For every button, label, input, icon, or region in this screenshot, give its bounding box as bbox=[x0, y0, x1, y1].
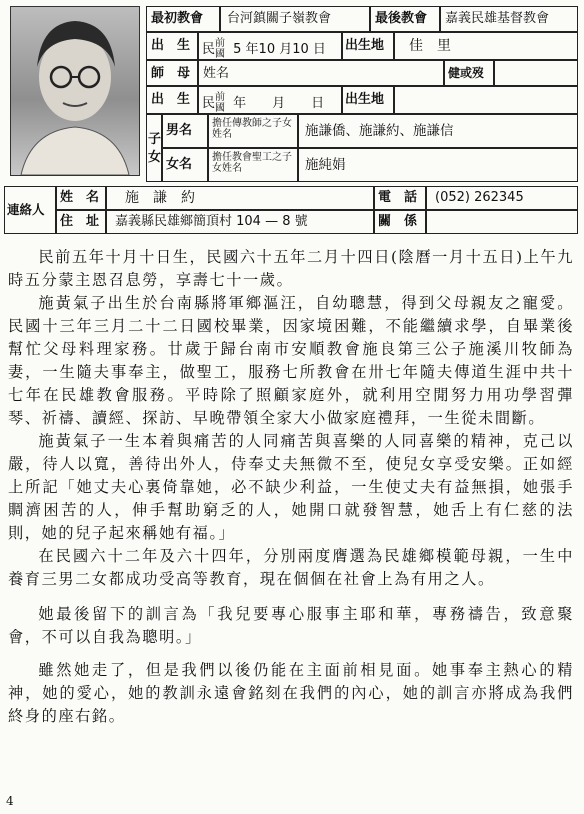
birth-prefix: 民 bbox=[202, 42, 216, 57]
birth-label: 出 生 bbox=[146, 32, 198, 60]
mother-birth-field bbox=[198, 86, 342, 114]
portrait-image-icon bbox=[11, 7, 139, 175]
paragraph: 雖然她走了，但是我們以後仍能在主面前相見面。她事奉主熱心的精神，她的愛心，她的教訓永遠會銘刻在我們的內心，她的訓言亦將成為我們終身的座右銘。 bbox=[8, 661, 574, 725]
relation-value bbox=[426, 210, 578, 234]
health-label: 健或歿 bbox=[444, 60, 494, 86]
paragraph: 在民國六十二年及六十四年，分別兩度膺選為民雄鄉模範母親，一生中養育三男二女都成功受高等教育，現在個個在社會上為有用之人。 bbox=[8, 547, 574, 588]
first-church-label: 最初教會 bbox=[146, 6, 220, 32]
portrait-photo bbox=[10, 6, 140, 176]
mother-birth-prefix: 民 bbox=[202, 96, 216, 111]
contact-name-value: 施 謙 約 bbox=[106, 186, 374, 210]
daughter-role-label: 擔任教會聖工之子女姓名 bbox=[208, 148, 298, 182]
mother-label: 師 母 bbox=[146, 60, 198, 86]
relation-label: 關 係 bbox=[374, 210, 426, 234]
birth-field bbox=[198, 32, 342, 60]
contact-name-label: 姓 名 bbox=[56, 186, 106, 210]
paragraph: 施黃氣子出生於台南縣將軍鄉漚汪，自幼聰慧，得到父母親友之寵愛。民國十三年三月二十二日國校畢業，因家境困難，不能繼續求學，自畢業後幫忙父母料理家務。廿歲于歸台南市安順教會施良第三公子施溪川牧師為妻，一生隨夫事奉主，做聖工，服務七所教會在卅七年隨夫傳道生涯中共十七年在民雄教會服務。平時除了照顧家庭外，就利用空閒努力用功學習彈琴、祈禱、讀經、探訪、早晚帶領全家大小做家庭禮拜，一生從未間斷。 bbox=[8, 294, 574, 427]
birthplace-label: 出生地 bbox=[342, 32, 394, 60]
paragraph: 施黃氣子一生本着與痛苦的人同痛苦與喜樂的人同喜樂的精神，克己以嚴，待人以寬，善待出外人，侍奉丈夫無微不至，使兒女享受安樂。正如經上所記「她丈夫心裏倚靠她，必不缺少利益，一生使丈夫有益無損，她張手賙濟困苦的人，伸手幫助窮乏的人，她開口就發智慧，她舌上有仁慈的法則，她的兒子起來稱她有福。」 bbox=[8, 432, 574, 542]
phone-label: 電 話 bbox=[374, 186, 426, 210]
son-role-label: 擔任傳教師之子女姓名 bbox=[208, 114, 298, 148]
biography-text bbox=[8, 246, 574, 728]
mother-birth-date: 年 月 日 bbox=[233, 96, 325, 111]
mother-birth-era: 前國 bbox=[215, 92, 226, 114]
last-church-label: 最後教會 bbox=[370, 6, 440, 32]
mother-birthplace-value bbox=[394, 86, 578, 114]
birth-era: 前國 bbox=[215, 38, 226, 60]
address-value: 嘉義縣民雄鄉簡頂村 104 — 8 號 bbox=[106, 210, 374, 234]
paragraph: 民前五年十月十日生，民國六十五年二月十四日(陰曆一月十五日)上午九時五分蒙主恩召息勞，享壽七十一歲。 bbox=[8, 248, 574, 289]
son-names: 施謙僑、施謙約、施謙信 bbox=[298, 114, 578, 148]
son-label: 男名 bbox=[162, 114, 208, 148]
first-church-value: 台河鎮關子嶺教會 bbox=[220, 6, 370, 32]
phone-value: (052) 262345 bbox=[426, 186, 578, 210]
daughter-names: 施純娟 bbox=[298, 148, 578, 182]
contact-label: 連絡人 bbox=[4, 186, 56, 234]
paragraph: 她最後留下的訓言為「我兒要專心服事主耶和華，專務禱告，致意聚會，不可以自我為聰明。」 bbox=[8, 605, 574, 646]
birth-value: 5 年10 月10 日 bbox=[233, 42, 326, 57]
mother-name-label: 姓名 bbox=[198, 60, 444, 86]
health-value bbox=[494, 60, 578, 86]
daughter-label: 女名 bbox=[162, 148, 208, 182]
birthplace-value: 佳 里 bbox=[394, 32, 578, 60]
children-label: 子女 bbox=[146, 114, 162, 182]
address-label: 住 址 bbox=[56, 210, 106, 234]
mother-birth-label: 出 生 bbox=[146, 86, 198, 114]
last-church-value: 嘉義民雄基督教會 bbox=[440, 6, 578, 32]
mother-birthplace-label: 出生地 bbox=[342, 86, 394, 114]
page-number: 4 bbox=[6, 794, 14, 808]
